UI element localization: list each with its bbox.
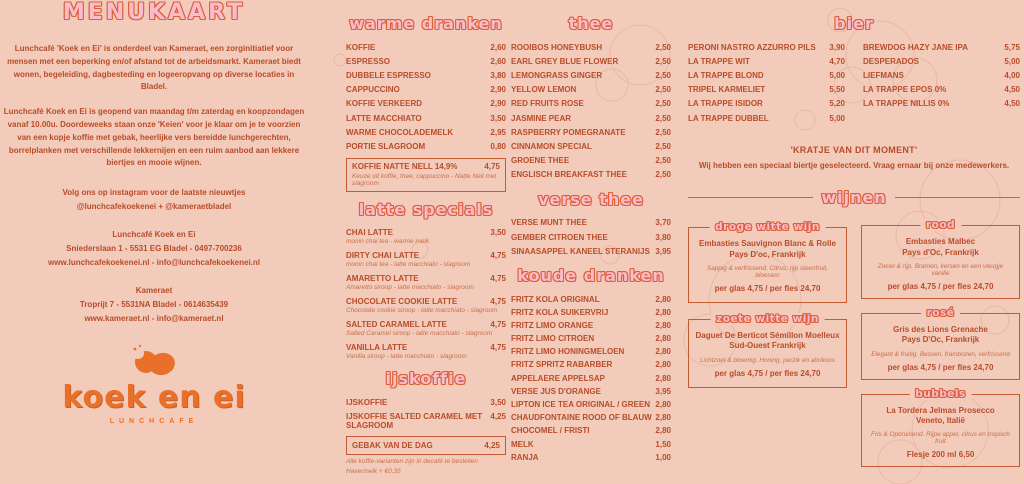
item-price: 0,80	[490, 141, 506, 151]
item-price: 3,50	[490, 397, 506, 407]
menu-item	[511, 54, 671, 68]
item-name: VANILLA LATTE	[346, 342, 408, 352]
item-name: AMARETTO LATTE	[346, 273, 419, 283]
item-price: 4,25	[484, 440, 500, 450]
wine-column-left	[688, 211, 847, 467]
menu-item	[511, 125, 671, 139]
menu-item	[511, 306, 671, 319]
item-note: Keuze uit koffie, thee, cappuccino - Natte Nell met slagroom	[352, 172, 497, 188]
wine-note: Lichtzoet & bloemig. Honing, perzik en abrikoos	[700, 356, 835, 364]
menu-item	[511, 332, 671, 345]
contact-cafe	[0, 228, 308, 270]
item-name: SALTED CARAMEL LATTE	[346, 319, 447, 329]
item-name: RED FRUITS ROSE	[511, 99, 584, 109]
menu-title: MENUKAART	[62, 0, 246, 25]
wine-price: Flesje 200 ml 6,50	[906, 450, 975, 460]
item-name: YELLOW LEMON	[511, 85, 577, 95]
wine-category-header: droge witte wijn	[709, 221, 826, 233]
item-name: LIEFMANS	[863, 70, 904, 80]
item-name: BREWDOG HAZY JANE IPA	[863, 42, 969, 52]
menu-item	[511, 451, 671, 464]
contact-line: Kameraet	[135, 286, 173, 296]
wine-box	[861, 219, 1020, 299]
item-name: CAPPUCCINO	[346, 85, 400, 95]
item-name: LATTE MACCHIATO	[346, 113, 422, 123]
wine-price: per glas 4,75 / per fles 24,70	[714, 368, 821, 378]
item-note: monin chai tea - latte macchiato - slagroom	[346, 261, 471, 269]
menu-item	[688, 54, 845, 68]
menu-item	[511, 97, 671, 111]
item-price: 2,50	[655, 113, 671, 123]
intro-paragraph: Lunchcafé 'Koek en Ei' is onderdeel van Kameraet, een zorginitiatief voor mensen met een beperking en/of afstand tot de arbeidsmarkt. Kameraet biedt wonen, begeleiding, dagbesteding en logeeropvang op diverse locaties in Bladel.	[7, 44, 301, 92]
item-price: 5,75	[1004, 42, 1020, 52]
menu-item	[346, 272, 506, 292]
item-note: Chocolate cookie siroop - latte macchiato - slagroom	[346, 307, 498, 315]
item-price: 4,75	[490, 273, 506, 283]
wine-name: Embasties Sauvignon Blanc & Rolle	[699, 239, 836, 249]
menu-item	[511, 292, 671, 305]
wine-note: Fris & Opbruisend. Rijpe appel, citrus en tropisch fruit	[871, 431, 1010, 446]
menu-item	[688, 111, 845, 125]
contact-kameraet	[0, 284, 308, 326]
item-name: LA TRAPPE BLOND	[688, 70, 764, 80]
wine-note: Zwoel & rijp. Bramen, kersen en een vleugje vanille	[877, 262, 1004, 277]
item-price: 2,50	[655, 127, 671, 137]
menu-item	[346, 226, 506, 246]
item-name: LEMONGRASS GINGER	[511, 70, 603, 80]
verse-thee-title: verse thee	[538, 189, 644, 209]
item-name: FRITZ KOLA ORIGINAL	[511, 294, 600, 304]
item-price: 4,00	[1004, 70, 1020, 80]
item-price: 3,80	[490, 70, 506, 80]
menu-item	[511, 139, 671, 153]
wine-origin: Pays D'oc, Frankrijk	[729, 249, 806, 259]
item-price: 2,60	[490, 56, 506, 66]
menu-item	[346, 409, 506, 432]
wine-note: Elegant & fruitig. Bessen, frambozen, verfrissend	[871, 350, 1010, 358]
menu-item	[346, 125, 506, 139]
footnote: Havermelk + €0,35	[346, 468, 401, 476]
wine-name: Daguet De Berticot Sémillon Moelleux	[695, 330, 840, 340]
menu-item	[511, 216, 671, 230]
ijskoffie-title: ijskoffie	[385, 369, 467, 388]
item-name: IJSKOFFIE	[346, 397, 388, 407]
instagram-line: Volg ons op instagram voor de laatste nieuwtjes	[62, 188, 246, 198]
menu-item	[511, 438, 671, 451]
thee-title: thee	[568, 14, 614, 33]
wine-category-header: rosé	[921, 307, 961, 319]
menu-item	[346, 83, 506, 97]
thee-list	[511, 40, 671, 182]
item-name: ESPRESSO	[346, 56, 391, 66]
menu-item	[511, 230, 671, 244]
item-name: LA TRAPPE ISIDOR	[688, 99, 763, 109]
item-price: 4,25	[490, 411, 506, 421]
logo-wordmark: koek en ei	[62, 380, 246, 416]
menu-item	[863, 68, 1020, 82]
item-name: CHAI LATTE	[346, 227, 393, 237]
logo-icon	[126, 342, 182, 378]
item-price: 2,80	[655, 360, 671, 370]
info-panel	[0, 0, 308, 425]
wine-category-header: zoete witte wijn	[710, 313, 825, 325]
item-price: 1,00	[655, 452, 671, 462]
menu-item	[863, 54, 1020, 68]
latte-specials-title: latte specials	[358, 200, 494, 220]
menu-item	[688, 83, 845, 97]
wine-box	[688, 312, 847, 388]
menu-item	[346, 40, 506, 54]
wine-origin: Sud-Ouest Frankrijk	[729, 341, 806, 351]
item-name: LA TRAPPE NILLIS 0%	[863, 99, 950, 109]
item-price: 2,50	[655, 99, 671, 109]
wine-origin: Pays d'Oc, Frankrijk	[902, 247, 979, 257]
menu-item	[346, 395, 506, 409]
item-price: 2,90	[490, 99, 506, 109]
menu-item	[346, 295, 506, 315]
wine-name: Gris des Lions Grenache	[893, 324, 988, 334]
menu-item	[511, 385, 671, 398]
contact-line: www.lunchcafekoekenei.nl - info@lunchcafekoekenei.nl	[48, 258, 260, 268]
item-name: PORTIE SLAGROOM	[346, 141, 426, 151]
menu-item	[346, 111, 506, 125]
wine-category-header: rood	[920, 219, 961, 231]
item-note: Salted Caramel siroop - latte macchiato - slagroom	[346, 330, 493, 338]
item-name: VERSE MUNT THEE	[511, 218, 588, 228]
menu-item	[511, 358, 671, 371]
item-note: Vanilla siroop - latte macchiato - slagroom	[346, 353, 467, 361]
wine-box	[688, 221, 847, 303]
menu-item	[688, 40, 845, 54]
item-price: 2,60	[490, 42, 506, 52]
menu-item	[346, 249, 506, 269]
menu-item	[511, 424, 671, 437]
item-price: 2,80	[655, 334, 671, 344]
logo	[0, 342, 308, 425]
divider-line	[895, 197, 1020, 198]
item-name: FRITZ KOLA SUIKERVRIJ	[511, 307, 609, 317]
menu-item	[511, 244, 671, 258]
item-price: 4,75	[490, 250, 506, 260]
item-price: 3,50	[490, 227, 506, 237]
item-name: DUBBELE ESPRESSO	[346, 70, 431, 80]
wine-name: Embasties Malbec	[905, 237, 976, 247]
wine-price: per glas 4,75 / per fles 24,70	[714, 283, 821, 293]
item-price: 2,50	[655, 70, 671, 80]
item-name: JASMINE PEAR	[511, 113, 572, 123]
menu-item	[688, 68, 845, 82]
intro-paragraphs	[0, 43, 308, 170]
wine-origin: Veneto, Italië	[916, 416, 965, 426]
menu-item	[511, 111, 671, 125]
item-price: 2,50	[655, 141, 671, 151]
item-name: KOFFIE	[346, 42, 376, 52]
menu-item	[511, 398, 671, 411]
item-name: APPELAERE APPELSAP	[511, 373, 605, 383]
item-name: KOFFIE VERKEERD	[346, 99, 423, 109]
item-price: 2,50	[655, 170, 671, 180]
bier-columns	[688, 40, 1020, 125]
item-price: 2,50	[655, 56, 671, 66]
item-name: LIPTON ICE TEA ORIGINAL / GREEN	[511, 400, 650, 410]
natte-nell-box	[346, 158, 506, 193]
item-name: ROOIBOS HONEYBUSH	[511, 42, 603, 52]
item-name: LA TRAPPE DUBBEL	[688, 113, 769, 123]
item-price: 3,70	[655, 218, 671, 228]
item-price: 5,20	[829, 99, 845, 109]
latte-specials-list	[346, 226, 506, 361]
wine-origin: Pays D'Oc, Frankrijk	[901, 335, 980, 345]
koude-dranken-list	[511, 292, 671, 463]
menu-item	[346, 139, 506, 153]
intro-paragraph: Lunchcafé Koek en Ei is geopend van maandag t/m zaterdag en koopzondagen vanaf 10.00u. Doordeweeks staan onze 'Keien' voor je klaar om je te voorzien van een kopje koffie met gebak, heerlijke vers bereidde lunchgerechten, borrelplanken met verschillende lekkernijen en een ruim aanbod aan lekkere biertjes en mooie wijnen.	[3, 107, 305, 168]
item-price: 5,00	[1004, 56, 1020, 66]
item-price: 2,80	[655, 413, 671, 423]
item-name: WARME CHOCOLADEMELK	[346, 127, 454, 137]
contact-line: www.kameraet.nl - info@kameraet.nl	[84, 314, 224, 324]
menu-item	[346, 68, 506, 82]
item-price: 2,50	[655, 85, 671, 95]
item-price: 4,75	[490, 342, 506, 352]
kratje-text: Wij hebben een speciaal biertje geselecteerd. Vraag ernaar bij onze medewerkers.	[698, 161, 1010, 171]
item-name: VERSE JUS D'ORANGE	[511, 386, 601, 396]
divider-line	[688, 197, 813, 198]
item-price: 2,80	[655, 307, 671, 317]
item-price: 2,90	[490, 85, 506, 95]
gebak-box	[346, 436, 506, 455]
menu-item	[511, 83, 671, 97]
menu-item	[346, 318, 506, 338]
contact-line: Troprijt 7 - 5531NA Bladel - 0614635439	[79, 300, 229, 310]
item-price: 3,95	[655, 246, 671, 256]
item-name: CHOCOLATE COOKIE LATTE	[346, 296, 458, 306]
item-price: 2,80	[655, 426, 671, 436]
item-name: GEBAK VAN DE DAG	[352, 440, 433, 450]
item-name: CHAUDFONTAINE ROOD OF BLAUW	[511, 413, 652, 423]
item-name: ENGLISCH BREAKFAST THEE	[511, 170, 628, 180]
kratje-title: 'KRATJE VAN DIT MOMENT'	[790, 145, 918, 156]
bier-column-left	[688, 40, 845, 125]
item-name: SINAASAPPEL KANEEL STERANIJS	[511, 246, 650, 256]
item-price: 4,70	[829, 56, 845, 66]
menu-item	[346, 54, 506, 68]
wine-price: per glas 4,75 / per fles 24,70	[887, 362, 994, 372]
menu-item	[511, 40, 671, 54]
item-price: 2,50	[655, 42, 671, 52]
item-name: PERONI NASTRO AZZURRO PILS	[688, 42, 816, 52]
ijskoffie-list	[346, 395, 506, 432]
item-price: 2,80	[655, 373, 671, 383]
item-price: 2,80	[655, 294, 671, 304]
item-name: DESPERADOS	[863, 56, 920, 66]
logo-tagline: LUNCHCAFE	[109, 418, 199, 426]
wine-column-right	[861, 211, 1020, 467]
menu-item	[511, 411, 671, 424]
instagram-line: @lunchcafekoekenei + @kameraetbladel	[76, 202, 232, 212]
menu-item	[863, 97, 1020, 111]
drinks-column	[346, 14, 506, 478]
item-note: Amaretto siroop - latte macchiato - slagroom	[346, 284, 474, 292]
item-price: 5,00	[829, 70, 845, 80]
item-price: 5,00	[829, 113, 845, 123]
contact-line: Sniederslaan 1 - 5531 EG Bladel - 0497-700236	[66, 244, 242, 254]
instagram-lines	[0, 186, 308, 214]
item-name: FRITZ LIMO CITROEN	[511, 334, 595, 344]
item-price: 4,75	[484, 162, 500, 171]
item-price: 3,80	[655, 232, 671, 242]
item-price: 3,90	[829, 42, 845, 52]
koude-dranken-title: koude dranken	[517, 266, 665, 286]
item-name: GROENE THEE	[511, 156, 570, 166]
item-price: 3,95	[655, 386, 671, 396]
item-name: GEMBER CITROEN THEE	[511, 232, 608, 242]
menu-item	[688, 97, 845, 111]
wijnen-title: wijnen	[821, 188, 887, 208]
item-name: TRIPEL KARMELIET	[688, 85, 766, 95]
menu-item	[346, 97, 506, 111]
wine-price: per glas 4,75 / per fles 24,70	[887, 281, 994, 291]
item-price: 2,95	[490, 127, 506, 137]
wine-box	[861, 306, 1020, 380]
warme-dranken-list	[346, 40, 506, 154]
item-price: 2,80	[655, 347, 671, 357]
bier-column-right	[863, 40, 1020, 125]
item-price: 2,50	[655, 156, 671, 166]
item-name: LA TRAPPE WIT	[688, 56, 750, 66]
item-name: CINNAMON SPECIAL	[511, 141, 592, 151]
wine-category-header: bubbels	[909, 388, 972, 400]
item-price: 4,75	[490, 319, 506, 329]
ijskoffie-footnotes	[346, 458, 506, 476]
item-price: 4,50	[1004, 85, 1020, 95]
bier-title: bier	[834, 14, 874, 33]
item-name: FRITZ LIMO ORANGE	[511, 320, 594, 330]
contact-line: Lunchcafé Koek en Ei	[112, 230, 196, 240]
item-name: CHOCOMEL / FRISTI	[511, 426, 590, 436]
item-price: 3,50	[490, 113, 506, 123]
menu-item	[511, 345, 671, 358]
menu-item	[511, 319, 671, 332]
item-price: 4,50	[1004, 99, 1020, 109]
wine-note: Sappig & verfrissend. Citrus, rijp steenfruit, bloesem	[706, 264, 829, 279]
menu-item	[511, 372, 671, 385]
wine-name: La Tordera Jelmas Prosecco	[886, 405, 995, 415]
menu-item	[511, 68, 671, 82]
item-price: 5,50	[829, 85, 845, 95]
menu-item	[346, 341, 506, 361]
wijnen-divider	[688, 188, 1020, 207]
item-name: EARL GREY BLUE FLOWER	[511, 56, 619, 66]
tea-column	[511, 14, 671, 464]
item-name: FRITZ LIMO HONINGMELOEN	[511, 347, 625, 357]
item-name: MELK	[511, 439, 534, 449]
item-name: RANJA	[511, 452, 539, 462]
menu-item	[511, 154, 671, 168]
bier-wijnen-zone	[688, 14, 1020, 467]
item-name: DIRTY CHAI LATTE	[346, 250, 420, 260]
item-name: IJSKOFFIE SALTED CARAMEL MET SLAGROOM	[346, 411, 483, 430]
warme-dranken-title: warme dranken	[349, 14, 503, 33]
verse-thee-list	[511, 216, 671, 259]
item-name: LA TRAPPE EPOS 0%	[863, 85, 947, 95]
menu-item	[863, 83, 1020, 97]
item-note: monin chai tea - warme melk	[346, 238, 430, 246]
item-price: 2,80	[655, 400, 671, 410]
item-price: 1,50	[655, 439, 671, 449]
menu-item	[863, 40, 1020, 54]
item-name: KOFFIE NATTE NELL 14,9%	[352, 162, 458, 171]
footnote: Alle koffie-varianten zijn in decafé te bestellen	[346, 458, 478, 466]
wine-columns	[688, 211, 1020, 467]
menu-item	[511, 168, 671, 182]
item-price: 2,80	[655, 320, 671, 330]
wine-box	[861, 387, 1020, 468]
item-name: RASPBERRY POMEGRANATE	[511, 127, 626, 137]
item-price: 4,75	[490, 296, 506, 306]
kratje-block	[688, 145, 1020, 170]
item-name: FRITZ SPRITZ RABARBER	[511, 360, 613, 370]
